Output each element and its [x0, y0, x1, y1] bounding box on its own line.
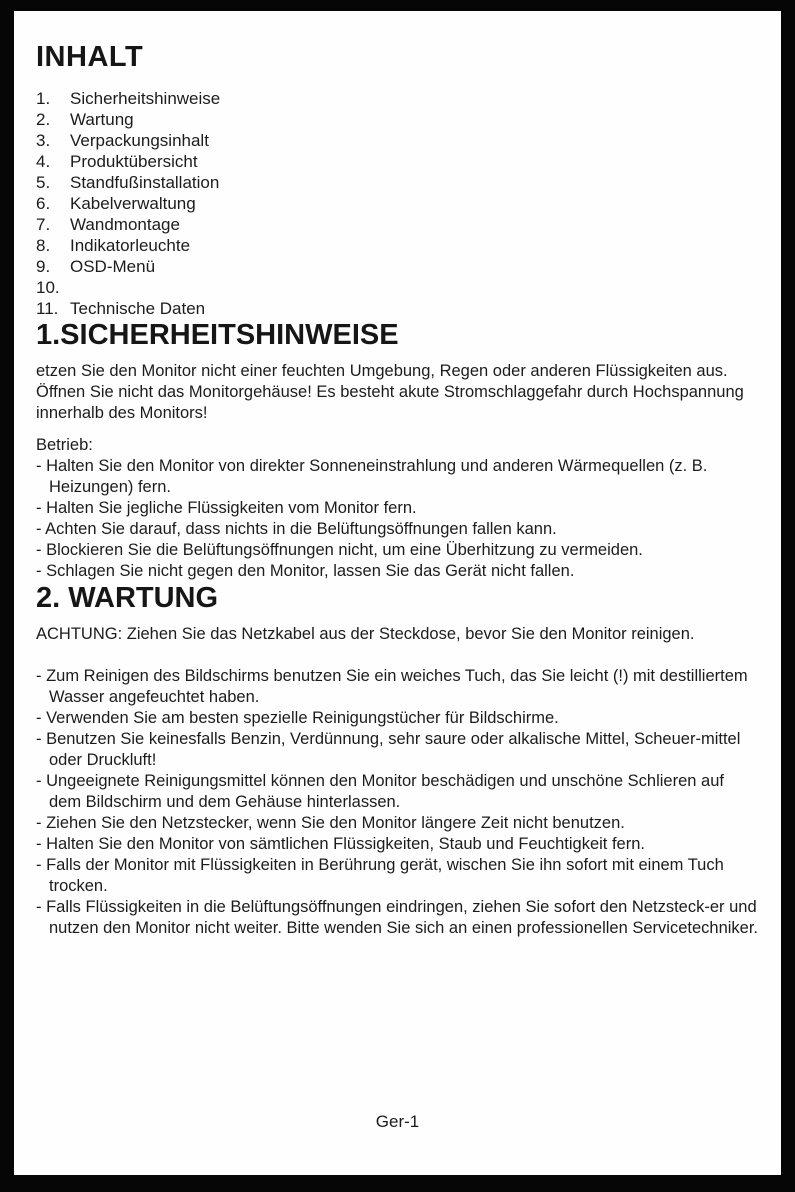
betrieb-label: Betrieb:	[36, 436, 93, 454]
toc-item-number: 2.	[36, 110, 51, 129]
toc-item-label: Verpackungsinhalt	[70, 131, 209, 150]
list-item: - Blockieren Sie die Belüftungsöffnungen nicht, um eine Überhitzung zu vermeiden.	[36, 541, 643, 559]
toc-item-number: 5.	[36, 173, 51, 192]
toc-item-number: 8.	[36, 236, 51, 255]
toc-item-label: Wartung	[70, 110, 134, 129]
toc-item	[36, 256, 767, 277]
toc-item	[36, 235, 767, 256]
safety-bullet-list	[36, 456, 767, 582]
toc-item-number: 9.	[36, 257, 51, 276]
caution-text: ACHTUNG: Ziehen Sie das Netzkabel aus der Steckdose, bevor Sie den Monitor reinigen.	[36, 625, 695, 643]
toc-item	[36, 88, 767, 109]
page-number: Ger-1	[375, 1112, 420, 1131]
list-item: - Halten Sie jegliche Flüssigkeiten vom Monitor fern.	[36, 499, 417, 517]
list-item: - Ziehen Sie den Netzstecker, wenn Sie den Monitor längere Zeit nicht benutzen.	[36, 814, 625, 832]
toc-item-number: 7.	[36, 215, 51, 234]
document-page	[14, 11, 781, 1175]
list-item: - Verwenden Sie am besten spezielle Reinigungstücher für Bildschirme.	[36, 709, 559, 727]
toc-item	[36, 151, 767, 172]
toc-item-label: Produktübersicht	[70, 152, 198, 171]
list-item: - Schlagen Sie nicht gegen den Monitor, lassen Sie das Gerät nicht fallen.	[36, 562, 575, 580]
toc-item-number: 3.	[36, 131, 51, 150]
toc-item-label: Indikatorleuchte	[70, 236, 191, 255]
toc-item	[36, 193, 767, 214]
maintenance-bullet-list	[36, 666, 767, 939]
section-title-wartung: 2. WARTUNG	[36, 582, 219, 614]
list-item: - Zum Reinigen des Bildschirms benutzen Sie ein weiches Tuch, das Sie leicht (!) mit destilliertem Wasser angefeuchtet haben.	[36, 667, 748, 706]
list-item: - Halten Sie den Monitor von direkter Sonneneinstrahlung und anderen Wärmequellen (z. B. Heizungen) fern.	[36, 457, 708, 496]
section-title-sicherheitshinweise: 1.SICHERHEITSHINWEISE	[36, 319, 399, 351]
toc-item	[36, 172, 767, 193]
paragraph: etzen Sie den Monitor nicht einer feuchten Umgebung, Regen oder anderen Flüssigkeiten aus.	[36, 362, 728, 380]
toc-item-number: 10.	[36, 278, 60, 297]
toc-item	[36, 130, 767, 151]
toc-item	[36, 277, 767, 298]
toc-item-label: Wandmontage	[70, 215, 180, 234]
toc-item	[36, 214, 767, 235]
toc-item-number: 6.	[36, 194, 51, 213]
paragraph: Öffnen Sie nicht das Monitorgehäuse! Es besteht akute Stromschlaggefahr durch Hochspannung innerhalb des Monitors!	[36, 383, 744, 422]
toc-item-label: Kabelverwaltung	[70, 194, 196, 213]
toc-item-label: Standfußinstallation	[70, 173, 220, 192]
toc-list	[36, 88, 767, 319]
toc-item-number: 4.	[36, 152, 51, 171]
list-item: - Falls der Monitor mit Flüssigkeiten in Berührung gerät, wischen Sie ihn sofort mit einem Tuch trocken.	[36, 856, 724, 895]
toc-title: INHALT	[36, 41, 144, 73]
page-content	[14, 11, 781, 939]
toc-item-number: 1.	[36, 89, 51, 108]
toc-item	[36, 109, 767, 130]
toc-item	[36, 298, 767, 319]
list-item: - Falls Flüssigkeiten in die Belüftungsöffnungen eindringen, ziehen Sie sofort den Netzsteck-er und nutzen den Monitor nicht weiter. Bitte wenden Sie sich an einen professionellen Servicetechniker.	[36, 898, 759, 937]
toc-item-label: OSD-Menü	[70, 257, 156, 276]
list-item: - Benutzen Sie keinesfalls Benzin, Verdünnung, sehr saure oder alkalische Mittel, Scheuer-mittel oder Druckluft!	[36, 730, 741, 769]
toc-item-label: Sicherheitshinweise	[70, 89, 221, 108]
list-item: - Halten Sie den Monitor von sämtlichen Flüssigkeiten, Staub und Feuchtigkeit fern.	[36, 835, 645, 853]
list-item: - Ungeeignete Reinigungsmittel können den Monitor beschädigen und unschöne Schlieren auf dem Bildschirm und dem Gehäuse hinterlassen.	[36, 772, 724, 811]
toc-item-number: 11.	[36, 299, 59, 318]
list-item: - Achten Sie darauf, dass nichts in die Belüftungsöffnungen fallen kann.	[36, 520, 557, 538]
toc-item-label: Technische Daten	[70, 299, 206, 318]
